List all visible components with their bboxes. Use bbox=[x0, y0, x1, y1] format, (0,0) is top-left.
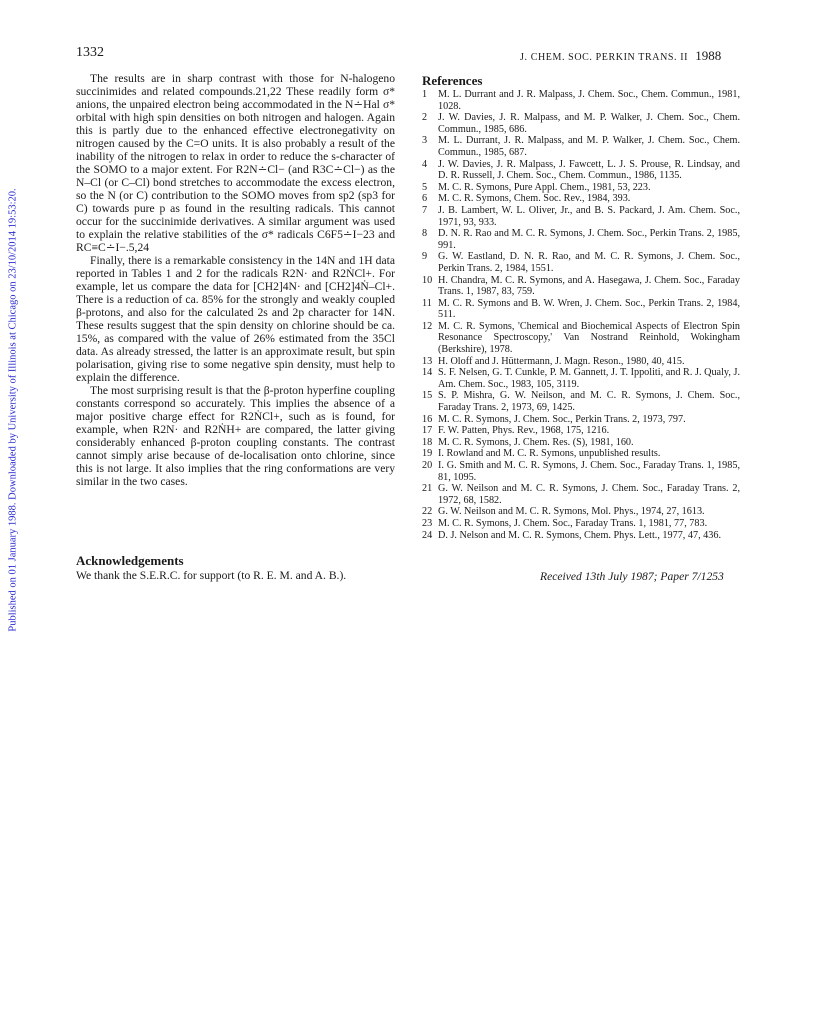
body-paragraph: Finally, there is a remarkable consistency in the 14N and 1H data reported in Tables 1 and 2 for the radicals R2N· and R2ṄCl+. For example, let us compare the data for [CH2]4N· and [CH2]4Ṅ–Cl+. There is a reduction of ca. 85% for the strongly and weakly coupled β-protons, and also for the calculated 2s and 2p character for 14N. These results suggest that the spin density on chlorine should be ca. 15%, as compared with the value of 26% estimated from the 35Cl data. As already stressed, the latter is an approximate result, but spin polarisation, giving rise to some negative spin density, must help to explain the difference. bbox=[76, 254, 395, 384]
journal-title: J. CHEM. SOC. PERKIN TRANS. II bbox=[520, 52, 689, 63]
reference-item bbox=[422, 135, 740, 158]
reference-item bbox=[422, 228, 740, 251]
body-column bbox=[76, 72, 395, 488]
reference-number: 13 bbox=[422, 355, 433, 367]
reference-text: J. B. Lambert, W. L. Oliver, Jr., and B. S. Packard, J. Am. Chem. Soc., 1971, 93, 933. bbox=[438, 204, 740, 228]
reference-text: M. C. R. Symons, Chem. Soc. Rev., 1984, 393. bbox=[438, 193, 631, 205]
reference-number: 16 bbox=[422, 413, 433, 425]
reference-text: G. W. Neilson and M. C. R. Symons, Mol. Phys., 1974, 27, 1613. bbox=[438, 506, 705, 518]
reference-item bbox=[422, 483, 740, 506]
journal-year: 1988 bbox=[695, 48, 722, 63]
reference-item bbox=[422, 356, 740, 368]
reference-number: 2 bbox=[422, 112, 428, 124]
reference-number: 22 bbox=[422, 506, 433, 518]
reference-number: 1 bbox=[422, 89, 428, 100]
reference-number: 3 bbox=[422, 135, 428, 147]
reference-number: 7 bbox=[422, 204, 428, 216]
reference-text: M. C. R. Symons, J. Chem. Soc., Faraday Trans. 1, 1981, 77, 783. bbox=[438, 517, 708, 529]
reference-number: 20 bbox=[422, 460, 433, 471]
reference-text: M. C. R. Symons, J. Chem. Soc., Perkin Trans. 2, 1973, 797. bbox=[438, 413, 686, 425]
reference-text: S. P. Mishra, G. W. Neilson, and M. C. R. Symons, J. Chem. Soc., Faraday Trans. 2, 1973, 69, 1425. bbox=[438, 390, 740, 414]
reference-number: 23 bbox=[422, 517, 433, 529]
reference-text: S. F. Nelsen, G. T. Cunkle, P. M. Gannett, J. T. Ippoliti, and R. J. Qualy, J. Am. Chem. Soc., 1983, 105, 3119. bbox=[438, 367, 740, 390]
reference-text: I. G. Smith and M. C. R. Symons, J. Chem. Soc., Faraday Trans. 1, 1985, 81, 1095. bbox=[438, 460, 740, 483]
reference-text: H. Oloff and J. Hüttermann, J. Magn. Reson., 1980, 40, 415. bbox=[438, 355, 685, 367]
reference-text: D. J. Nelson and M. C. R. Symons, Chem. Phys. Lett., 1977, 47, 436. bbox=[438, 529, 721, 541]
reference-text: F. W. Patten, Phys. Rev., 1968, 175, 1216. bbox=[438, 425, 610, 437]
reference-text: M. L. Durrant and J. R. Malpass, J. Chem. Soc., Chem. Commun., 1981, 1028. bbox=[438, 89, 740, 112]
reference-text: M. L. Durrant, J. R. Malpass, and M. P. Walker, J. Chem. Soc., Chem. Commun., 1985, 687. bbox=[438, 135, 740, 158]
body-paragraph: The most surprising result is that the β-proton hyperfine coupling constants correspond so accurately. This implies the absence of a major positive charge effect for R2ṄCl+, such as is found, for example, when R2N· and R2ṄH+ are compared, the latter giving considerably enhanced β-proton coupling constants. The contrast cannot simply arise because of de-localisation onto chlorine, since this is not large. It also implies that the ring conformations are very similar in the two cases. bbox=[76, 384, 395, 488]
reference-number: 8 bbox=[422, 228, 428, 240]
download-watermark-text: Published on 01 January 1988. Downloaded by University of Illinois at Chicago on 23/10/2014 19:53:20. bbox=[7, 188, 19, 632]
reference-text: D. N. R. Rao and M. C. R. Symons, J. Chem. Soc., Perkin Trans. 2, 1985, 991. bbox=[438, 228, 740, 251]
reference-text: G. W. Neilson and M. C. R. Symons, J. Chem. Soc., Faraday Trans. 2, 1972, 68, 1582. bbox=[438, 483, 740, 506]
reference-item bbox=[422, 205, 740, 228]
reference-item bbox=[422, 390, 740, 413]
reference-text: J. W. Davies, J. R. Malpass, J. Fawcett, L. J. S. Prouse, R. Lindsay, and D. R. Russell, J. Chem. Soc., Chem. Commun., 1986, 1135. bbox=[438, 158, 740, 182]
reference-item bbox=[422, 425, 740, 437]
acknowledgements-text: We thank the S.E.R.C. for support (to R. E. M. and A. B.). bbox=[76, 569, 347, 582]
reference-number: 17 bbox=[422, 425, 433, 437]
references-heading: References bbox=[422, 73, 483, 88]
acknowledgements-heading: Acknowledgements bbox=[76, 553, 184, 568]
reference-item bbox=[422, 182, 740, 194]
reference-item bbox=[422, 298, 740, 321]
reference-item bbox=[422, 193, 740, 205]
reference-item bbox=[422, 367, 740, 390]
reference-number: 6 bbox=[422, 193, 428, 205]
reference-item bbox=[422, 448, 740, 460]
reference-item bbox=[422, 112, 740, 135]
reference-number: 5 bbox=[422, 181, 428, 193]
page-number: 1332 bbox=[76, 45, 104, 60]
reference-item bbox=[422, 437, 740, 449]
reference-number: 4 bbox=[422, 158, 428, 170]
reference-number: 19 bbox=[422, 448, 433, 460]
reference-number: 14 bbox=[422, 367, 433, 379]
reference-number: 11 bbox=[422, 297, 432, 309]
reference-item bbox=[422, 89, 740, 112]
reference-number: 15 bbox=[422, 390, 433, 402]
reference-number: 9 bbox=[422, 251, 428, 263]
reference-item bbox=[422, 460, 740, 483]
references-list bbox=[422, 89, 740, 541]
reference-text: M. C. R. Symons and B. W. Wren, J. Chem. Soc., Perkin Trans. 2, 1984, 511. bbox=[438, 297, 740, 321]
reference-text: M. C. R. Symons, J. Chem. Res. (S), 1981, 160. bbox=[438, 436, 634, 448]
reference-number: 10 bbox=[422, 274, 433, 286]
journal-header bbox=[520, 48, 721, 64]
reference-item bbox=[422, 251, 740, 274]
reference-text: M. C. R. Symons, 'Chemical and Biochemical Aspects of Electron Spin Resonance Spectroscopy,' Van Nostrand Reinhold, Wokingham (Berkshire), 1978. bbox=[438, 320, 740, 356]
body-paragraph: The results are in sharp contrast with those for N-halogeno succinimides and related compounds.21,22 These readily form σ* anions, the unpaired electron being accommodated in the N∸Hal σ* orbital with high spin densities on both nitrogen and halogen. Again this is partly due to the enhanced effective electronegativity on nitrogen caused by the C=O units. It is also probably a result of the inability of the nitrogen to relax in order to reduce the s-character of the SOMO to a major extent. For R2N∸Cl− (and R3C∸Cl−) as the N–Cl (or C–Cl) bond stretches to accommodate the excess electron, so the N (or C) contribution to the SOMO moves from sp2 (sp3 for C) towards pure p as found in the resulting radicals. This cannot occur for the succinimide derivatives. A similar argument was used to explain the relative stabilities of the σ* radicals C6F5∸I−23 and RC≡C∸I−.5,24 bbox=[76, 72, 395, 254]
reference-text: G. W. Eastland, D. N. R. Rao, and M. C. R. Symons, J. Chem. Soc., Perkin Trans. 2, 1984, 1551. bbox=[438, 251, 740, 274]
reference-item bbox=[422, 321, 740, 356]
reference-item bbox=[422, 414, 740, 426]
received-note: Received 13th July 1987; Paper 7/1253 bbox=[540, 570, 724, 583]
reference-number: 21 bbox=[422, 483, 433, 495]
reference-item bbox=[422, 518, 740, 530]
reference-number: 18 bbox=[422, 436, 433, 448]
reference-text: I. Rowland and M. C. R. Symons, unpublished results. bbox=[438, 448, 661, 460]
reference-text: H. Chandra, M. C. R. Symons, and A. Hasegawa, J. Chem. Soc., Faraday Trans. 1, 1987, 83, 759. bbox=[438, 274, 740, 298]
reference-number: 12 bbox=[422, 320, 433, 332]
reference-item bbox=[422, 530, 740, 542]
reference-text: M. C. R. Symons, Pure Appl. Chem., 1981, 53, 223. bbox=[438, 181, 651, 193]
download-watermark bbox=[2, 180, 24, 640]
reference-item bbox=[422, 506, 740, 518]
reference-item bbox=[422, 275, 740, 298]
reference-text: J. W. Davies, J. R. Malpass, and M. P. Walker, J. Chem. Soc., Chem. Commun., 1985, 686. bbox=[438, 112, 740, 135]
reference-item bbox=[422, 159, 740, 182]
reference-number: 24 bbox=[422, 529, 433, 541]
